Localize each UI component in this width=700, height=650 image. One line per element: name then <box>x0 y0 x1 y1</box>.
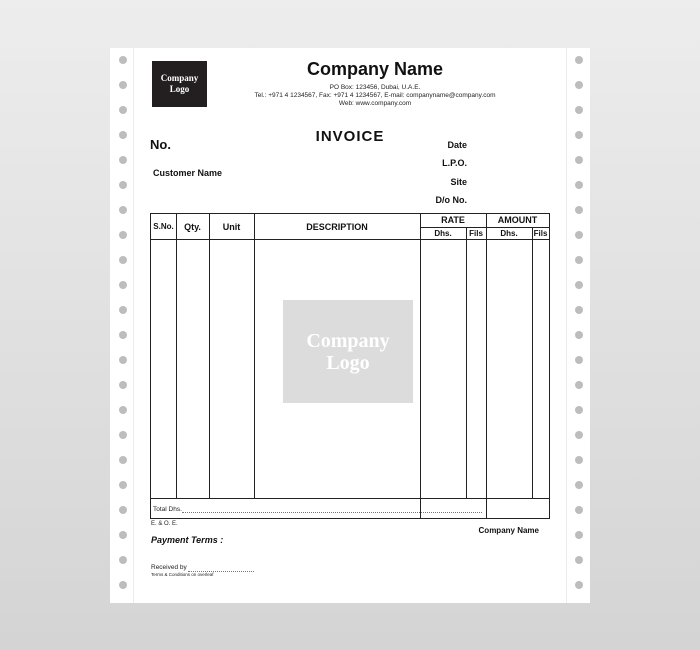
invoice-number-label: No. <box>150 137 171 152</box>
perforation-hole <box>119 281 127 289</box>
col-header-amount-dhs: Dhs. <box>500 229 518 238</box>
perforation-hole <box>119 181 127 189</box>
column-divider <box>532 227 533 498</box>
perforation-hole <box>575 406 583 414</box>
company-logo <box>152 61 207 107</box>
perforation-hole <box>575 556 583 564</box>
perforation-hole <box>119 156 127 164</box>
logo-text-line1: Company <box>160 73 199 83</box>
terms-note: Terms & Conditions on overleaf <box>151 572 214 577</box>
column-divider <box>486 214 487 518</box>
perforation-hole <box>119 356 127 364</box>
site-label: Site <box>450 177 467 187</box>
perforation-hole <box>119 456 127 464</box>
col-header-rate-fils: Fils <box>469 229 483 238</box>
perforation-hole <box>575 581 583 589</box>
perforation-hole <box>119 306 127 314</box>
perforation-hole <box>119 531 127 539</box>
col-header-unit: Unit <box>222 222 241 232</box>
perforation-hole <box>119 106 127 114</box>
subheader-divider <box>420 227 550 228</box>
column-divider <box>466 227 467 498</box>
website-text: Web: www.company.com <box>338 100 412 107</box>
col-header-description: DESCRIPTION <box>306 222 368 232</box>
perforation-hole <box>575 206 583 214</box>
column-divider <box>176 214 177 498</box>
col-header-rate: RATE <box>441 215 465 225</box>
perforation-hole <box>575 456 583 464</box>
do-number-label: D/o No. <box>435 195 467 205</box>
perforation-hole <box>575 306 583 314</box>
perforation-hole <box>575 156 583 164</box>
perforation-hole <box>575 531 583 539</box>
col-header-amount: AMOUNT <box>497 215 538 225</box>
perforation-hole <box>575 356 583 364</box>
logo-text-line2: Logo <box>169 84 190 94</box>
total-dotted-line <box>182 512 482 513</box>
perforation-hole <box>575 331 583 339</box>
perforation-hole <box>119 381 127 389</box>
column-divider <box>209 214 210 498</box>
perforation-hole <box>119 581 127 589</box>
perforation-hole <box>575 106 583 114</box>
perforation-hole <box>575 281 583 289</box>
perforation-hole <box>575 56 583 64</box>
perforation-hole <box>119 406 127 414</box>
payment-terms-label: Payment Terms : <box>151 535 224 545</box>
col-header-qty: Qty. <box>184 222 201 232</box>
perforation-hole <box>575 81 583 89</box>
received-by-label: Received by <box>151 564 187 571</box>
po-box-text: PO Box: 123456, Dubai, U.A.E. <box>329 84 421 91</box>
perforation-hole <box>119 231 127 239</box>
perforation-hole <box>119 81 127 89</box>
column-divider <box>254 214 255 498</box>
perforation-hole <box>575 256 583 264</box>
total-row-divider <box>151 498 549 499</box>
invoice-form <box>150 48 550 603</box>
invoice-title: INVOICE <box>315 128 385 145</box>
header-divider <box>151 239 549 240</box>
perforation-hole <box>575 481 583 489</box>
perforation-hole <box>575 181 583 189</box>
left-perforated-strip <box>110 48 134 603</box>
company-name-heading: Company Name <box>306 59 444 79</box>
perforation-hole <box>575 131 583 139</box>
col-header-sno: S.No. <box>153 222 174 231</box>
perforation-hole <box>119 331 127 339</box>
total-dhs-label: Total Dhs. <box>153 506 182 513</box>
perforation-hole <box>575 431 583 439</box>
perforation-hole <box>119 431 127 439</box>
watermark-text-line2: Logo <box>326 351 370 374</box>
company-logo-watermark <box>283 300 413 403</box>
company-signature-label: Company Name <box>478 526 539 535</box>
customer-name-label: Customer Name <box>153 168 223 178</box>
contact-details-text: Tel.: +971 4 1234567, Fax: +971 4 1234567, E-mail: companyname@company.com <box>254 92 496 99</box>
perforation-hole <box>119 131 127 139</box>
perforation-hole <box>119 256 127 264</box>
right-perforated-strip <box>566 48 590 603</box>
perforation-hole <box>575 506 583 514</box>
perforation-hole <box>119 56 127 64</box>
lpo-label: L.P.O. <box>442 158 467 168</box>
perforation-hole <box>119 481 127 489</box>
perforation-hole <box>575 381 583 389</box>
perforation-hole <box>119 556 127 564</box>
eoe-text: E. & O. E. <box>151 521 178 527</box>
watermark-text-line1: Company <box>306 329 390 352</box>
column-divider <box>420 214 421 518</box>
perforation-hole <box>119 506 127 514</box>
col-header-amount-fils: Fils <box>533 229 548 238</box>
invoice-sheet <box>110 48 590 603</box>
col-header-rate-dhs: Dhs. <box>434 229 452 238</box>
perforation-hole <box>575 231 583 239</box>
perforation-hole <box>119 206 127 214</box>
date-label: Date <box>447 140 467 150</box>
